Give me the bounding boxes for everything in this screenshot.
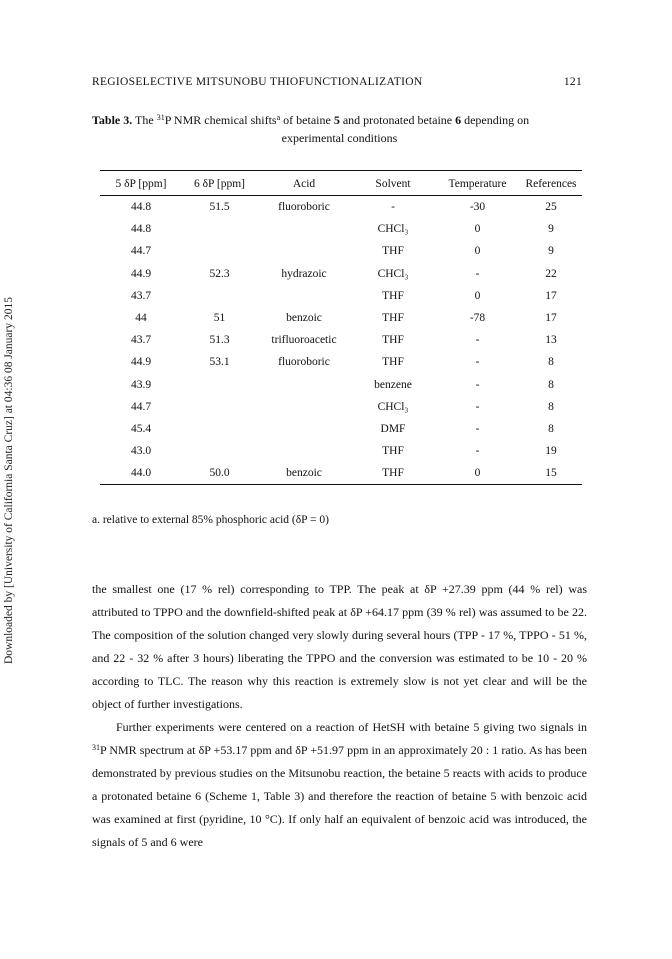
table-cell: 51 — [213, 312, 226, 325]
caption-text: P NMR chemical shifts — [164, 113, 277, 127]
table-cell: 13 — [545, 334, 557, 347]
table-cell: 8 — [548, 422, 554, 435]
table-cell: 44.9 — [130, 267, 152, 280]
table-cell: 44.0 — [100, 462, 182, 485]
table-cell: fluoroboric — [278, 201, 330, 214]
table-row — [100, 418, 582, 440]
table-row — [100, 240, 582, 262]
table-cell: 9 — [548, 245, 554, 258]
caption-text: The — [135, 113, 154, 127]
table-cell: 17 — [545, 289, 557, 302]
table-cell: THF — [382, 289, 404, 302]
table-cell: - — [391, 201, 395, 214]
table-cell — [257, 240, 351, 262]
header-solvent: Solvent — [351, 171, 435, 196]
superscript: 31 — [92, 743, 100, 752]
running-head-title: REGIOSELECTIVE MITSUNOBU THIOFUNCTIONALIZATION — [92, 76, 423, 88]
caption-text: depending on — [464, 113, 530, 127]
table-row — [100, 396, 582, 418]
table-row — [100, 307, 582, 329]
table-cell: 44.7 — [130, 245, 152, 258]
caption-text: and protonated betaine — [342, 113, 453, 127]
compound-number: 6 — [455, 113, 462, 127]
table-caption — [92, 111, 587, 147]
table-row — [100, 440, 582, 462]
caption-superscript: 31 — [156, 113, 165, 122]
paragraph: the smallest one (17 % rel) corresponding to TPP. The peak at δP +27.39 ppm (44 % rel) was attributed to TPPO and the downfield-shifted peak at δP +64.17 ppm (39 % rel) was assumed to be 22. The composition of the solution changed very slowly during several hours (TPP - 17 %, TPPO - 51 %, and 22 - 32 % after 3 hours) liberating the TPPO and the conversion was estimated to be 10 - 20 % according to TLC. The reason why this reaction is extremely slow is not yet clear and will be the object of further investigations. — [92, 582, 587, 711]
header-5-shift: 5 δP [ppm] — [100, 171, 182, 196]
table-cell: benzoic — [257, 462, 351, 485]
table-cell — [182, 396, 257, 418]
table-cell — [257, 374, 351, 396]
table-cell — [257, 440, 351, 462]
table-cell: CHCl₃ — [377, 223, 409, 236]
table-cell: 19 — [545, 445, 557, 458]
table-cell — [182, 285, 257, 307]
header-temperature: Temperature — [435, 171, 520, 196]
running-head — [92, 76, 582, 92]
table-cell: 8 — [548, 378, 554, 391]
table-cell: 44.8 — [130, 223, 152, 236]
body-text — [92, 578, 587, 854]
table-cell: THF — [382, 334, 404, 347]
table-cell: - — [475, 356, 480, 369]
table-cell: 44.7 — [130, 400, 152, 413]
table-cell: hydrazoic — [281, 267, 327, 280]
table-cell: 44 — [135, 312, 147, 325]
page-number: 121 — [563, 76, 582, 88]
table-cell: 22 — [545, 267, 557, 280]
table-row — [100, 374, 582, 396]
table-cell: - — [475, 378, 480, 391]
paragraph-text: P NMR spectrum at δP +53.17 ppm and δP +51.97 ppm in an approximately 20 : 1 ratio. As has been demonstrated by previous studies on the Mitsunobu reaction, the betaine 5 reacts with acids to produce a protonated betaine 6 (Scheme 1, Table 3) and therefore the reaction of betaine 5 with benzoic acid was examined at first (pyridine, 10 °C). If only half an equivalent of benzoic acid was introduced, the signals of 5 and 6 were — [92, 743, 587, 849]
table-row — [100, 263, 582, 285]
table-cell: THF — [382, 445, 404, 458]
table-cell: 25 — [545, 201, 557, 214]
table-row — [100, 351, 582, 373]
table-cell: 50.0 — [182, 462, 257, 485]
table-cell: 17 — [545, 312, 557, 325]
table-cell: 0 — [474, 245, 481, 258]
table-cell: THF — [382, 356, 404, 369]
table-row — [100, 329, 582, 351]
table-cell — [257, 285, 351, 307]
table-cell: - — [475, 267, 480, 280]
caption-text: experimental conditions — [281, 131, 398, 145]
table-cell: 43.9 — [130, 378, 152, 391]
compound-number: 5 — [333, 113, 340, 127]
table-cell: - — [475, 334, 480, 347]
table-cell: THF — [382, 312, 404, 325]
caption-footnote-mark: a — [276, 113, 281, 122]
table-cell: - — [475, 400, 480, 413]
header-6-shift: 6 δP [ppm] — [182, 171, 257, 196]
table-row — [100, 196, 582, 219]
table-footnote: a. relative to external 85% phosphoric acid (δP = 0) — [92, 514, 329, 526]
table-header-row — [100, 171, 582, 196]
table-cell — [182, 218, 257, 240]
table-cell: DMF — [380, 422, 406, 435]
caption-text: of betaine — [280, 113, 331, 127]
table-cell — [257, 418, 351, 440]
table-row — [100, 285, 582, 307]
paragraph — [92, 716, 587, 854]
table-cell: 53.1 — [209, 356, 230, 369]
table-cell — [182, 374, 257, 396]
table-row — [100, 218, 582, 240]
table-cell — [257, 396, 351, 418]
table-cell: trifluoroacetic — [271, 334, 337, 347]
table-cell: 51.3 — [209, 334, 230, 347]
table-cell: 8 — [548, 400, 554, 413]
table-cell: THF — [382, 245, 404, 258]
table-cell: - — [475, 422, 480, 435]
table-cell — [257, 218, 351, 240]
table-cell: 43.7 — [130, 289, 152, 302]
table-cell — [182, 418, 257, 440]
table-cell — [182, 240, 257, 262]
table-cell: fluoroboric — [278, 356, 330, 369]
download-notice: Downloaded by [University of California Santa Cruz] at 04:36 08 January 2015 — [3, 297, 15, 664]
table-cell: 44.8 — [130, 201, 152, 214]
table-cell: 9 — [548, 223, 554, 236]
paragraph-text: Further experiments were centered on a reaction of HetSH with betaine 5 giving two signals in — [116, 720, 587, 734]
nmr-shifts-table — [100, 170, 582, 485]
table-cell: 0 — [435, 462, 520, 485]
table-cell: 43.7 — [130, 334, 152, 347]
table-cell: - — [475, 445, 480, 458]
table-cell: 51.5 — [209, 201, 230, 214]
table-cell: 43.0 — [130, 445, 152, 458]
table-cell: CHCl₃ — [377, 267, 409, 280]
table-cell: -30 — [469, 201, 486, 214]
header-acid: Acid — [257, 171, 351, 196]
table-cell: 0 — [474, 289, 481, 302]
table-cell: CHCl₃ — [377, 400, 409, 413]
table-cell: 45.4 — [130, 422, 152, 435]
table-cell: -78 — [469, 312, 486, 325]
table-cell: 15 — [520, 462, 582, 485]
table-cell: 0 — [474, 223, 481, 236]
table-cell: 44.9 — [130, 356, 152, 369]
table-cell: benzoic — [286, 312, 322, 325]
table-cell: benzene — [374, 378, 412, 391]
table-cell — [182, 440, 257, 462]
table-row — [100, 462, 582, 485]
header-references: References — [520, 171, 582, 196]
table-caption-label: Table 3. — [92, 113, 133, 127]
table-cell: THF — [351, 462, 435, 485]
table-cell: 52.3 — [209, 267, 230, 280]
table-cell: 8 — [548, 356, 554, 369]
